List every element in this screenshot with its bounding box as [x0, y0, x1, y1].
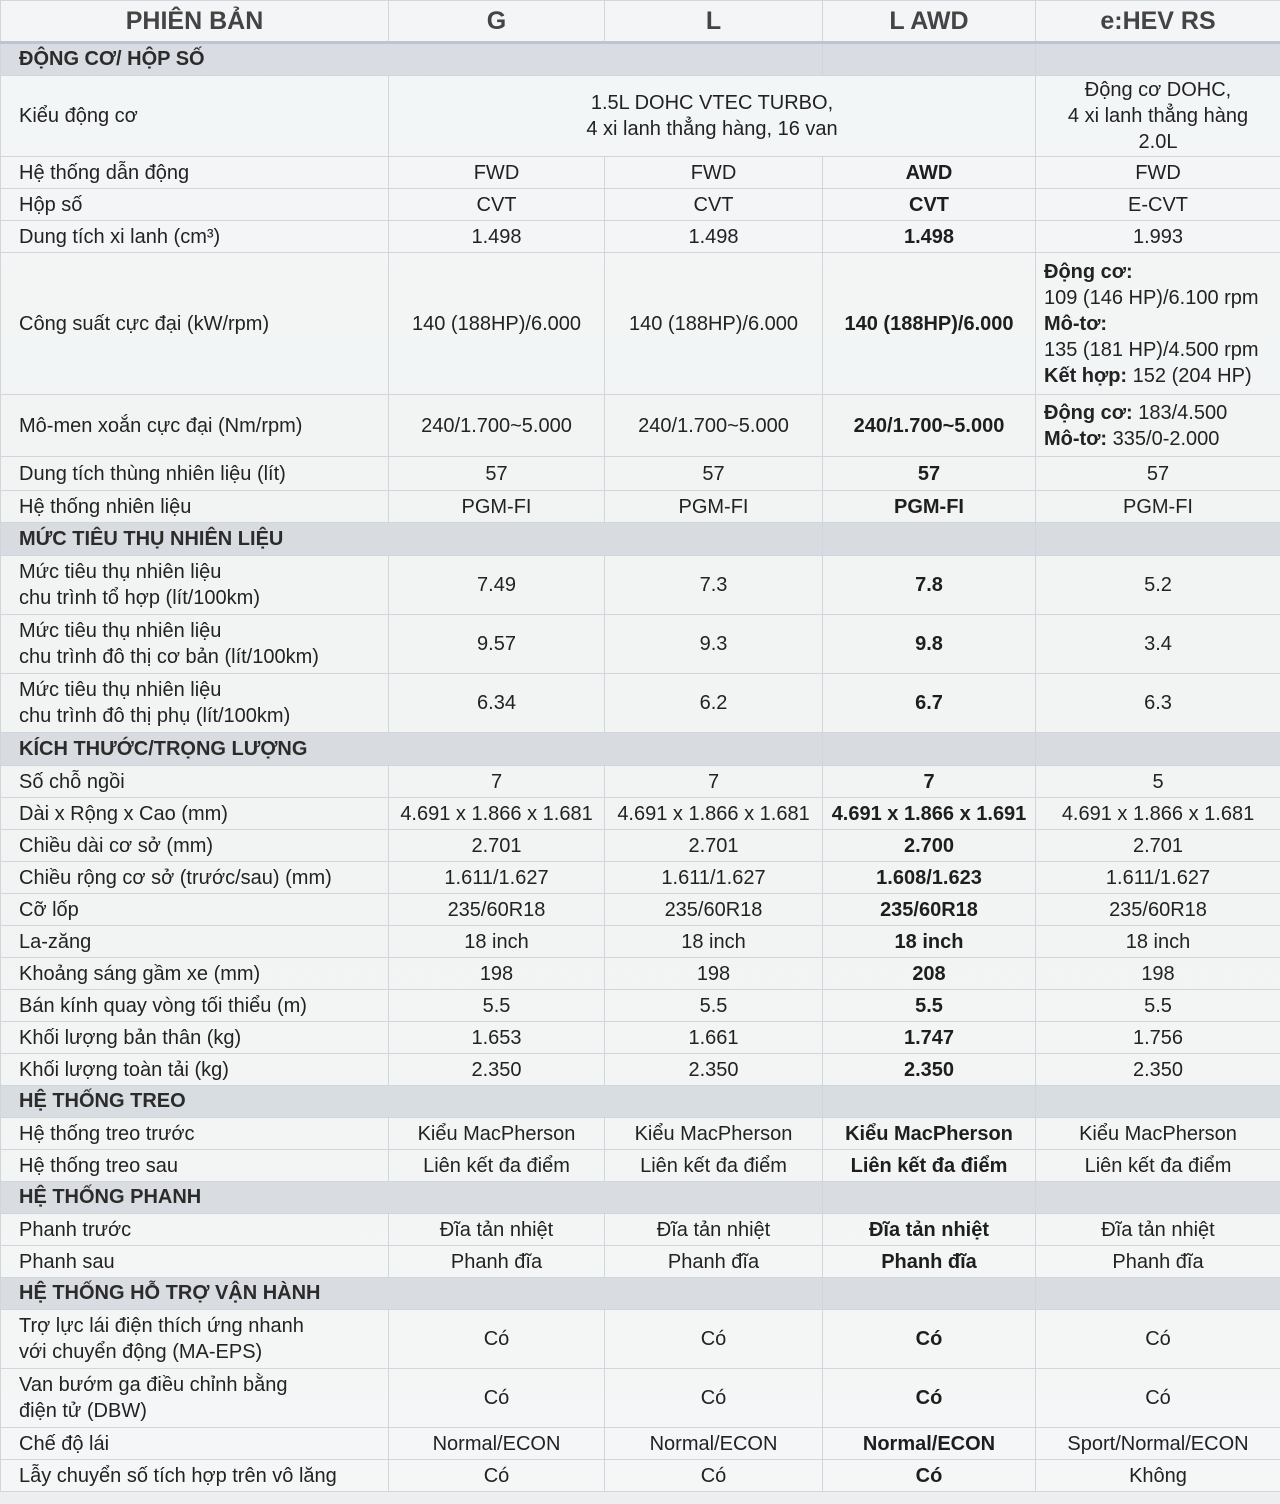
section-title: HỆ THỐNG PHANH — [1, 1182, 823, 1214]
cell-l-awd: 140 (188HP)/6.000 — [823, 253, 1036, 395]
engine-hev-line: 4 xi lanh thẳng hàng — [1067, 105, 1249, 127]
engine-hev-line: 2.0L — [1138, 131, 1178, 153]
cell-ehev: 2.701 — [1036, 830, 1280, 862]
cell-g: Có — [389, 1310, 605, 1369]
row-displacement — [1, 221, 1280, 253]
section-title: MỨC TIÊU THỤ NHIÊN LIỆU — [1, 523, 823, 556]
cell-l-awd: 1.608/1.623 — [823, 862, 1036, 894]
label-line: Mức tiêu thụ nhiên liệu — [19, 679, 222, 701]
cell-ehev: 18 inch — [1036, 926, 1280, 958]
cell-l-awd: Có — [823, 1460, 1036, 1492]
cell-g: 7 — [389, 766, 605, 798]
row-wheelbase — [1, 830, 1280, 862]
cell-ehev: FWD — [1036, 157, 1280, 189]
cell-l: 57 — [605, 457, 823, 491]
row-label: Công suất cực đại (kW/rpm) — [1, 253, 389, 395]
cell-g: 9.57 — [389, 615, 605, 674]
row-fuel-extra — [1, 674, 1280, 733]
cell-g: 140 (188HP)/6.000 — [389, 253, 605, 395]
cell-ehev: 235/60R18 — [1036, 894, 1280, 926]
cell-l: Liên kết đa điểm — [605, 1150, 823, 1182]
cell-g: Kiểu MacPherson — [389, 1118, 605, 1150]
label-line: Mức tiêu thụ nhiên liệu — [19, 620, 222, 642]
cell-l: 1.661 — [605, 1022, 823, 1054]
cell-ehev: 5.5 — [1036, 990, 1280, 1022]
cell-g: 4.691 x 1.866 x 1.681 — [389, 798, 605, 830]
section-title: KÍCH THƯỚC/TRỌNG LƯỢNG — [1, 733, 823, 766]
cell-g: 2.701 — [389, 830, 605, 862]
row-label: Dung tích thùng nhiên liệu (lít) — [1, 457, 389, 491]
cell-l-awd: Normal/ECON — [823, 1428, 1036, 1460]
cell-ehev: 6.3 — [1036, 674, 1280, 733]
cell-l: 140 (188HP)/6.000 — [605, 253, 823, 395]
label-line: chu trình tổ hợp (lít/100km) — [19, 587, 260, 609]
cell-l-awd: Có — [823, 1369, 1036, 1428]
cell-l-awd: Có — [823, 1310, 1036, 1369]
cell-ehev: 5.2 — [1036, 556, 1280, 615]
cell-g: 2.350 — [389, 1054, 605, 1086]
section-engine — [1, 43, 1280, 76]
row-label: Số chỗ ngồi — [1, 766, 389, 798]
row-fuel-urban — [1, 615, 1280, 674]
header-version: PHIÊN BẢN — [1, 1, 389, 43]
cell-ehev — [1036, 253, 1280, 395]
row-label — [1, 615, 389, 674]
engine-turbo-line: 4 xi lanh thẳng hàng, 16 van — [586, 118, 838, 140]
cell-l: PGM-FI — [605, 491, 823, 523]
row-track — [1, 862, 1280, 894]
row-label: Dài x Rộng x Cao (mm) — [1, 798, 389, 830]
row-mode — [1, 1428, 1280, 1460]
row-gross — [1, 1054, 1280, 1086]
header-g: G — [389, 1, 605, 43]
cell-l: Đĩa tản nhiệt — [605, 1214, 823, 1246]
power-key: Mô-tơ: — [1044, 312, 1108, 335]
row-label: Phanh sau — [1, 1246, 389, 1278]
row-label — [1, 1369, 389, 1428]
cell-ehev: Không — [1036, 1460, 1280, 1492]
cell-l-awd: 5.5 — [823, 990, 1036, 1022]
cell-g: Liên kết đa điểm — [389, 1150, 605, 1182]
section-brakes — [1, 1182, 1280, 1214]
label-line: chu trình đô thị cơ bản (lít/100km) — [19, 646, 319, 668]
section-title: HỆ THỐNG TREO — [1, 1086, 823, 1118]
cell-l: 18 inch — [605, 926, 823, 958]
row-label: Hộp số — [1, 189, 389, 221]
cell-ehev: Sport/Normal/ECON — [1036, 1428, 1280, 1460]
engine-hev-line: Động cơ DOHC, — [1084, 79, 1232, 101]
row-curb — [1, 1022, 1280, 1054]
cell-g: 198 — [389, 958, 605, 990]
header-l-awd: L AWD — [823, 1, 1036, 43]
row-label: La-zăng — [1, 926, 389, 958]
row-label: Chiều dài cơ sở (mm) — [1, 830, 389, 862]
engine-turbo-line: 1.5L DOHC VTEC TURBO, — [590, 92, 834, 114]
cell-ehev: 198 — [1036, 958, 1280, 990]
label-line: Mức tiêu thụ nhiên liệu — [19, 561, 222, 583]
cell-l: 1.611/1.627 — [605, 862, 823, 894]
cell-l: 240/1.700~5.000 — [605, 395, 823, 457]
row-susp-front — [1, 1118, 1280, 1150]
cell-l: Có — [605, 1369, 823, 1428]
cell-g: Có — [389, 1369, 605, 1428]
row-susp-rear — [1, 1150, 1280, 1182]
row-eps — [1, 1310, 1280, 1369]
row-label: Hệ thống treo trước — [1, 1118, 389, 1150]
row-size — [1, 798, 1280, 830]
row-label: Khối lượng bản thân (kg) — [1, 1022, 389, 1054]
cell-l: FWD — [605, 157, 823, 189]
cell-l: 7 — [605, 766, 823, 798]
cell-l-awd: 57 — [823, 457, 1036, 491]
cell-g: 1.498 — [389, 221, 605, 253]
cell-l-awd: 1.498 — [823, 221, 1036, 253]
cell-l: 2.701 — [605, 830, 823, 862]
cell-ehev: Có — [1036, 1369, 1280, 1428]
section-dims — [1, 733, 1280, 766]
header-row — [1, 1, 1280, 43]
cell-l-awd: CVT — [823, 189, 1036, 221]
row-drive — [1, 157, 1280, 189]
row-label: Hệ thống treo sau — [1, 1150, 389, 1182]
row-label — [1, 674, 389, 733]
cell-ehev: 1.611/1.627 — [1036, 862, 1280, 894]
section-fuel — [1, 523, 1280, 556]
header-ehev-rs: e:HEV RS — [1036, 1, 1280, 43]
cell-ehev: 1.756 — [1036, 1022, 1280, 1054]
row-turning — [1, 990, 1280, 1022]
label-line: Van bướm ga điều chỉnh bằng — [19, 1374, 288, 1396]
cell-g: 1.653 — [389, 1022, 605, 1054]
torque-key: Mô-tơ: — [1044, 427, 1108, 450]
power-value: 152 (204 HP) — [1132, 364, 1252, 387]
label-line: chu trình đô thị phụ (lít/100km) — [19, 705, 291, 727]
engine-turbo-value — [389, 76, 1036, 157]
row-label: Chiều rộng cơ sở (trước/sau) (mm) — [1, 862, 389, 894]
row-tyre — [1, 894, 1280, 926]
cell-l-awd: 7.8 — [823, 556, 1036, 615]
torque-key: Động cơ: — [1044, 401, 1133, 424]
section-title: ĐỘNG CƠ/ HỘP SỐ — [1, 43, 823, 76]
cell-l: Normal/ECON — [605, 1428, 823, 1460]
cell-l-awd: 4.691 x 1.866 x 1.691 — [823, 798, 1036, 830]
row-label: Bán kính quay vòng tối thiểu (m) — [1, 990, 389, 1022]
row-label: Dung tích xi lanh (cm³) — [1, 221, 389, 253]
cell-l: CVT — [605, 189, 823, 221]
cell-l: Kiểu MacPherson — [605, 1118, 823, 1150]
cell-l-awd: 18 inch — [823, 926, 1036, 958]
cell-g: Normal/ECON — [389, 1428, 605, 1460]
cell-g: FWD — [389, 157, 605, 189]
cell-ehev: PGM-FI — [1036, 491, 1280, 523]
cell-g: 240/1.700~5.000 — [389, 395, 605, 457]
cell-ehev: 2.350 — [1036, 1054, 1280, 1086]
cell-l: Có — [605, 1460, 823, 1492]
cell-ehev: 4.691 x 1.866 x 1.681 — [1036, 798, 1280, 830]
row-label: Phanh trước — [1, 1214, 389, 1246]
cell-ehev: Phanh đĩa — [1036, 1246, 1280, 1278]
row-clearance — [1, 958, 1280, 990]
cell-ehev: 3.4 — [1036, 615, 1280, 674]
cell-l: Phanh đĩa — [605, 1246, 823, 1278]
row-label: Chế độ lái — [1, 1428, 389, 1460]
row-paddle — [1, 1460, 1280, 1492]
row-label — [1, 1310, 389, 1369]
power-value: 109 (146 HP)/6.100 rpm — [1044, 286, 1259, 309]
cell-g: 5.5 — [389, 990, 605, 1022]
cell-l-awd: Phanh đĩa — [823, 1246, 1036, 1278]
cell-ehev: 1.993 — [1036, 221, 1280, 253]
row-rim — [1, 926, 1280, 958]
cell-l-awd: 235/60R18 — [823, 894, 1036, 926]
cell-l-awd: 9.8 — [823, 615, 1036, 674]
cell-g: Phanh đĩa — [389, 1246, 605, 1278]
cell-l-awd: 1.747 — [823, 1022, 1036, 1054]
row-label: Cỡ lốp — [1, 894, 389, 926]
header-l: L — [605, 1, 823, 43]
cell-l-awd: AWD — [823, 157, 1036, 189]
cell-g: 57 — [389, 457, 605, 491]
section-assist — [1, 1278, 1280, 1310]
row-brake-front — [1, 1214, 1280, 1246]
cell-ehev: Có — [1036, 1310, 1280, 1369]
cell-l: 235/60R18 — [605, 894, 823, 926]
power-key: Kết hợp: — [1044, 364, 1128, 387]
cell-l-awd: 208 — [823, 958, 1036, 990]
row-label: Hệ thống nhiên liệu — [1, 491, 389, 523]
cell-g: Có — [389, 1460, 605, 1492]
torque-value: 335/0-2.000 — [1112, 427, 1220, 450]
cell-l-awd: 2.350 — [823, 1054, 1036, 1086]
row-label: Kiểu động cơ — [1, 76, 389, 157]
cell-ehev: E-CVT — [1036, 189, 1280, 221]
cell-l: 5.5 — [605, 990, 823, 1022]
cell-l-awd: Kiểu MacPherson — [823, 1118, 1036, 1150]
cell-g: CVT — [389, 189, 605, 221]
section-title: HỆ THỐNG HỖ TRỢ VẬN HÀNH — [1, 1278, 823, 1310]
cell-g: 7.49 — [389, 556, 605, 615]
row-label — [1, 556, 389, 615]
cell-l: 4.691 x 1.866 x 1.681 — [605, 798, 823, 830]
power-key: Động cơ: — [1044, 260, 1133, 283]
cell-l: 1.498 — [605, 221, 823, 253]
row-brake-rear — [1, 1246, 1280, 1278]
section-suspension — [1, 1086, 1280, 1118]
cell-g: 1.611/1.627 — [389, 862, 605, 894]
row-fuel-combined — [1, 556, 1280, 615]
cell-ehev: Kiểu MacPherson — [1036, 1118, 1280, 1150]
row-label: Khối lượng toàn tải (kg) — [1, 1054, 389, 1086]
row-tank — [1, 457, 1280, 491]
cell-l: 7.3 — [605, 556, 823, 615]
cell-l: 6.2 — [605, 674, 823, 733]
cell-g: Đĩa tản nhiệt — [389, 1214, 605, 1246]
cell-l-awd: Đĩa tản nhiệt — [823, 1214, 1036, 1246]
cell-l-awd: Liên kết đa điểm — [823, 1150, 1036, 1182]
row-label: Mô-men xoắn cực đại (Nm/rpm) — [1, 395, 389, 457]
cell-g: 6.34 — [389, 674, 605, 733]
cell-l-awd: 7 — [823, 766, 1036, 798]
cell-l: 2.350 — [605, 1054, 823, 1086]
cell-g: 18 inch — [389, 926, 605, 958]
label-line: với chuyển động (MA-EPS) — [19, 1341, 263, 1363]
cell-ehev: Liên kết đa điểm — [1036, 1150, 1280, 1182]
row-engine-type — [1, 76, 1280, 157]
label-line: điện tử (DBW) — [19, 1400, 147, 1422]
power-value: 135 (181 HP)/4.500 rpm — [1044, 338, 1259, 361]
row-gearbox — [1, 189, 1280, 221]
torque-value: 183/4.500 — [1138, 401, 1228, 424]
row-seats — [1, 766, 1280, 798]
cell-l: 198 — [605, 958, 823, 990]
cell-g: 235/60R18 — [389, 894, 605, 926]
cell-ehev: Đĩa tản nhiệt — [1036, 1214, 1280, 1246]
cell-l: 9.3 — [605, 615, 823, 674]
cell-l: Có — [605, 1310, 823, 1369]
row-label: Hệ thống dẫn động — [1, 157, 389, 189]
cell-ehev: 5 — [1036, 766, 1280, 798]
cell-ehev — [1036, 395, 1280, 457]
engine-hev-value — [1036, 76, 1280, 157]
row-label: Khoảng sáng gầm xe (mm) — [1, 958, 389, 990]
cell-ehev: 57 — [1036, 457, 1280, 491]
row-power — [1, 253, 1280, 395]
row-label: Lẫy chuyển số tích hợp trên vô lăng — [1, 1460, 389, 1492]
row-dbw — [1, 1369, 1280, 1428]
row-fuel-system — [1, 491, 1280, 523]
cell-g: PGM-FI — [389, 491, 605, 523]
label-line: Trợ lực lái điện thích ứng nhanh — [19, 1315, 304, 1337]
cell-l-awd: PGM-FI — [823, 491, 1036, 523]
cell-l-awd: 240/1.700~5.000 — [823, 395, 1036, 457]
cell-l-awd: 6.7 — [823, 674, 1036, 733]
cell-l-awd: 2.700 — [823, 830, 1036, 862]
row-torque — [1, 395, 1280, 457]
